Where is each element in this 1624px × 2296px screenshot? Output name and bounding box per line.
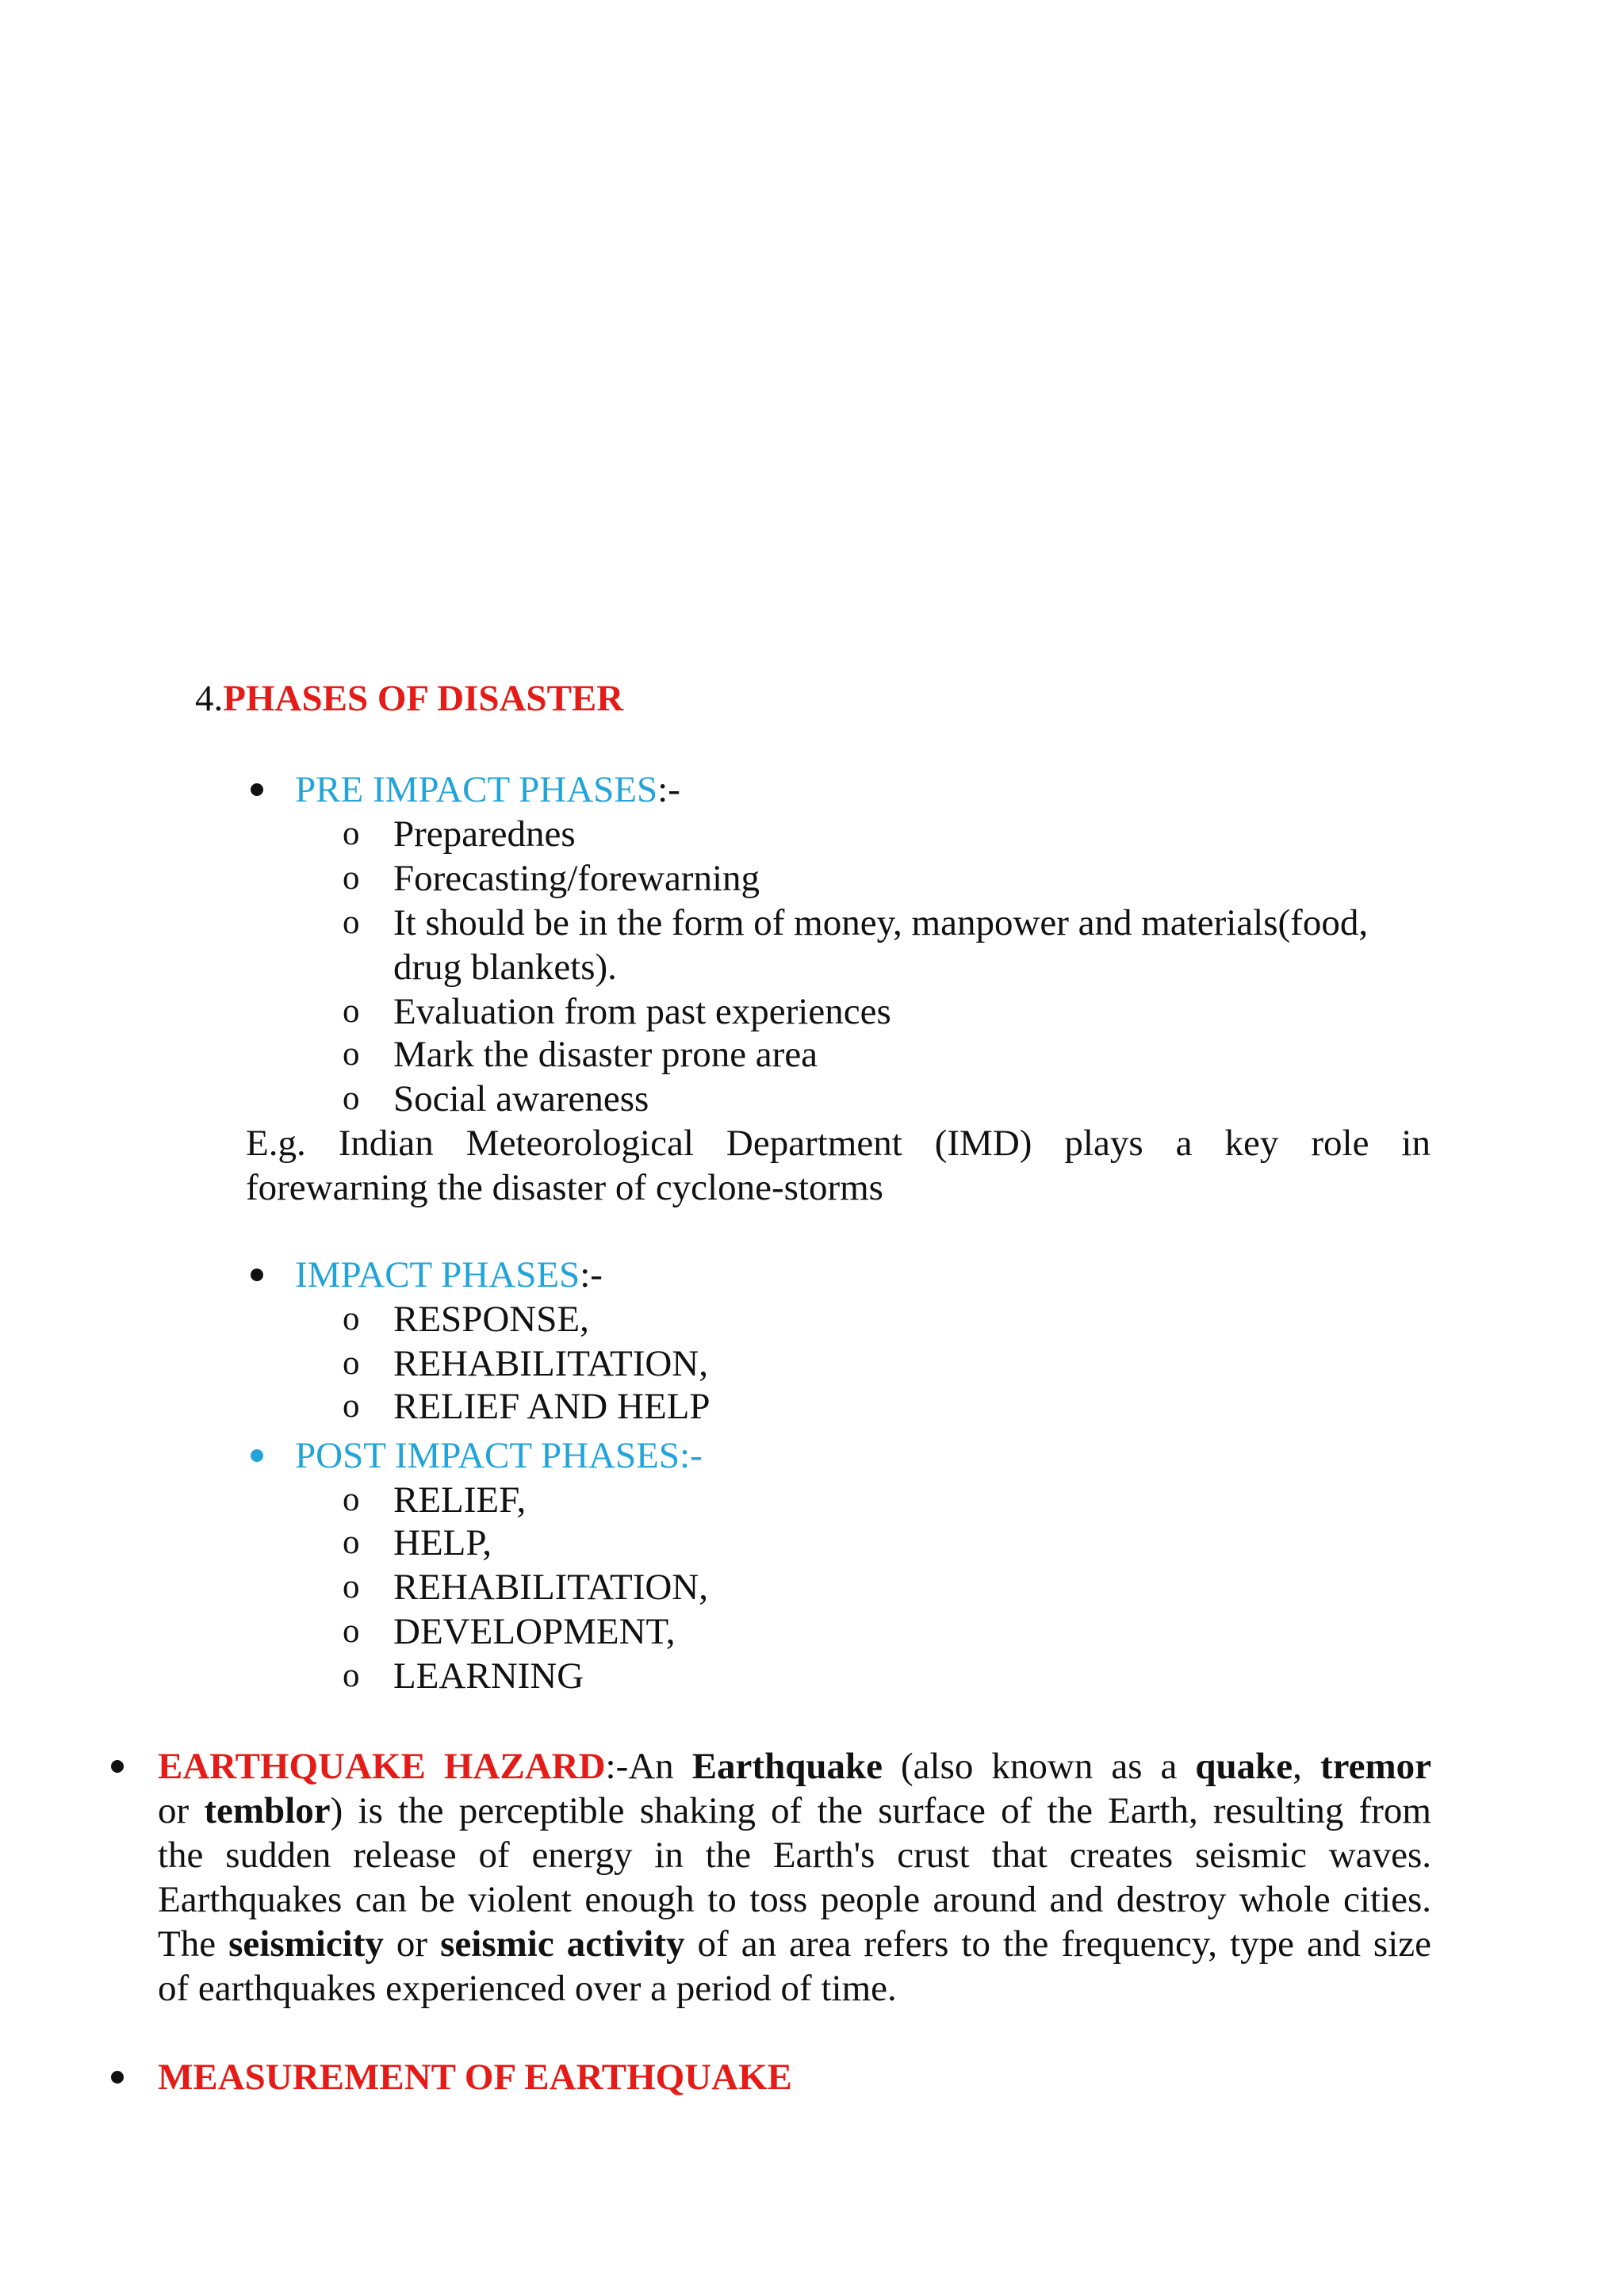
bold-term: quake [1195,1746,1293,1787]
bullet-icon [111,1760,124,1773]
earthquake-title: EARTHQUAKE HAZARD [158,1746,606,1787]
list-item: REHABILITATION, [393,1343,708,1384]
circle-bullet-icon: o [343,1387,360,1425]
list-item: Mark the disaster prone area [393,1034,818,1075]
text-run: (also known as a [882,1746,1196,1787]
text-run: , [1293,1746,1320,1787]
post-impact-heading: POST IMPACT PHASES:- [295,1435,703,1476]
list-item: Preparednes [393,813,576,855]
list-item: It should be in the form of money, manpower and materials(food, [393,902,1369,943]
circle-bullet-icon: o [343,1300,360,1337]
circle-bullet-icon: o [343,1524,360,1561]
pre-impact-label: PRE IMPACT PHASES [295,769,658,810]
paragraph-line: Earthquakes can be violent enough to toss people around and destroy whole cities. [158,1879,1431,1920]
circle-bullet-icon: o [343,1568,360,1605]
text-run: ) is the perceptible shaking of the surface of the Earth, resulting from [330,1790,1431,1831]
list-item: REHABILITATION, [393,1567,708,1608]
list-item: DEVELOPMENT, [393,1611,676,1652]
list-item: Evaluation from past experiences [393,991,891,1032]
text-run: The [158,1923,229,1965]
list-item: RESPONSE, [393,1299,589,1340]
list-item: HELP, [393,1522,492,1563]
impact-suffix: :- [580,1254,603,1295]
text-run: or [383,1923,441,1965]
circle-bullet-icon: o [343,859,360,897]
paragraph-line: of earthquakes experienced over a period of time. [158,1968,897,2009]
text-run: :-An [605,1746,692,1787]
circle-bullet-icon: o [343,1657,360,1694]
bold-term: seismic activity [440,1923,685,1965]
circle-bullet-icon: o [343,815,360,852]
circle-bullet-icon: o [343,1481,360,1518]
paragraph-line [158,1922,1431,1966]
bullet-icon [111,2071,124,2084]
earthquake-paragraph [158,1744,1431,2011]
paragraph-line [158,1744,1431,1789]
circle-bullet-icon: o [343,1345,360,1382]
section-title: PHASES OF DISASTER [223,678,624,719]
impact-label: IMPACT PHASES [295,1254,580,1295]
impact-heading [295,1253,603,1297]
bullet-icon [251,1269,263,1281]
list-item: RELIEF, [393,1479,527,1521]
list-item-continuation: drug blankets). [393,947,617,988]
bullet-icon [251,1449,263,1462]
bold-term: Earthquake [691,1746,883,1787]
example-text-line1: E.g. Indian Meteorological Department (IMD) plays a key role in [246,1123,1431,1164]
circle-bullet-icon: o [343,904,360,941]
text-run: of an area refers to the frequency, type and size [684,1923,1431,1965]
text-run: or [158,1790,205,1831]
list-item: RELIEF AND HELP [393,1386,710,1427]
paragraph-line [158,1789,1431,1833]
bold-term: temblor [204,1790,331,1831]
circle-bullet-icon: o [343,1080,360,1117]
list-item: Social awareness [393,1078,649,1119]
pre-impact-heading [295,767,680,812]
section-number: 4. [195,678,224,719]
pre-impact-suffix: :- [657,769,680,810]
paragraph-line: the sudden release of energy in the Earth's crust that creates seismic waves. [158,1835,1431,1876]
list-item: Forecasting/forewarning [393,858,760,899]
bullet-icon [251,783,263,796]
circle-bullet-icon: o [343,993,360,1030]
list-item: LEARNING [393,1655,584,1697]
measurement-title: MEASUREMENT OF EARTHQUAKE [158,2057,793,2098]
circle-bullet-icon: o [343,1035,360,1073]
bold-term: seismicity [228,1923,384,1965]
circle-bullet-icon: o [343,1613,360,1650]
example-text-line2: forewarning the disaster of cyclone-storms [246,1167,883,1208]
bold-term: tremor [1320,1746,1431,1787]
section-heading [195,676,623,721]
